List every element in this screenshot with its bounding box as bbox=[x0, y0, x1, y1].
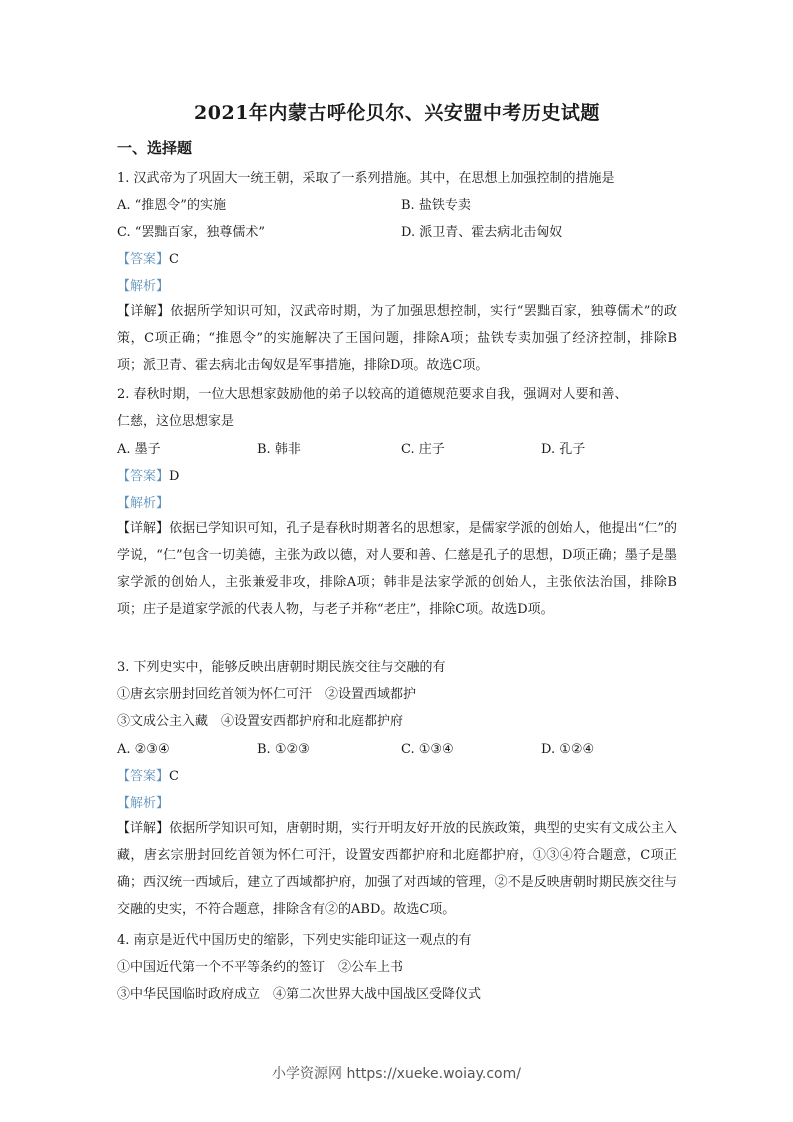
question-2-analysis-tag: 【解析】 bbox=[117, 496, 170, 511]
question-2-answer bbox=[117, 468, 179, 486]
question-3-option-d: D. ①②④ bbox=[541, 742, 595, 757]
question-4-items-line1: ①中国近代第一个不平等条约的签订 ②公车上书 bbox=[117, 960, 404, 975]
answer-tag: 【答案】 bbox=[117, 769, 170, 784]
question-1-option-c: C. “罢黜百家，独尊儒术” bbox=[117, 225, 266, 240]
answer-value: C bbox=[169, 252, 179, 267]
question-2-option-a: A. 墨子 bbox=[117, 442, 161, 457]
answer-tag: 【答案】 bbox=[117, 252, 170, 267]
question-3-option-a: A. ②③④ bbox=[117, 742, 170, 757]
question-1-detail: 【详解】依据所学知识可知，汉武帝时期，为了加强思想控制，实行“罢黜百家，独尊儒术”的政策，C项正确；“推恩令”的实施解决了王国问题，排除A项；盐铁专卖加强了经济控制，排除B项；派卫青、霍去病北击匈奴是军事措施，排除D项。故选C项。 bbox=[117, 304, 677, 373]
answer-value: C bbox=[169, 769, 179, 784]
question-4-items-line2: ③中华民国临时政府成立 ④第二次世界大战中国战区受降仪式 bbox=[117, 987, 482, 1002]
question-1-option-b: B. 盐铁专卖 bbox=[401, 198, 471, 213]
question-2-detail: 【详解】依据已学知识可知，孔子是春秋时期著名的思想家，是儒家学派的创始人，他提出“仁”的学说，“仁”包含一切美德，主张为政以德，对人要和善、仁慈是孔子的思想，D项正确；墨子是墨家学派的创始人，主张兼爱非攻，排除A项；韩非是法家学派的创始人，主张依法治国，排除B项；庄子是道家学派的代表人物，与老子并称“老庄”，排除C项。故选D项。 bbox=[117, 521, 677, 617]
watermark-footer: 小学资源网 https://xueke.woiay.com/ bbox=[272, 1066, 521, 1082]
question-3-answer bbox=[117, 768, 179, 786]
question-3-items-line1: ①唐玄宗册封回纥首领为怀仁可汗 ②设置西域都护 bbox=[117, 687, 417, 702]
question-3-stem: 3. 下列史实中，能够反映出唐朝时期民族交往与交融的有 bbox=[117, 660, 446, 675]
question-2-option-c: C. 庄子 bbox=[401, 442, 445, 457]
section-heading: 一、选择题 bbox=[117, 139, 193, 157]
question-2-option-d: D. 孔子 bbox=[541, 442, 586, 457]
question-1-analysis-tag: 【解析】 bbox=[117, 279, 170, 294]
question-3-detail: 【详解】依据所学知识可知，唐朝时期，实行开明友好开放的民族政策，典型的史实有文成公主入藏，唐玄宗册封回纥首领为怀仁可汗，设置安西都护府和北庭都护府，①③④符合题意，C项正确；西汉统一西域后，建立了西域都护府，加强了对西域的管理，②不是反映唐朝时期民族交往与交融的史实，不符合题意，排除含有②的ABD。故选C项。 bbox=[117, 821, 677, 917]
question-4-stem: 4. 南京是近代中国历史的缩影，下列史实能印证这一观点的有 bbox=[117, 933, 472, 948]
page-title: 2021年内蒙古呼伦贝尔、兴安盟中考历史试题 bbox=[194, 102, 600, 124]
question-1-stem: 1. 汉武帝为了巩固大一统王朝，采取了一系列措施。其中，在思想上加强控制的措施是 bbox=[117, 171, 615, 186]
question-3-items-line2: ③文成公主入藏 ④设置安西都护府和北庭都护府 bbox=[117, 714, 404, 729]
answer-tag: 【答案】 bbox=[117, 469, 170, 484]
question-2-stem-line1: 2. 春秋时期，一位大思想家鼓励他的弟子以较高的道德规范要求自我，强调对人要和善、 bbox=[117, 387, 628, 402]
answer-value: D bbox=[169, 469, 180, 484]
question-2-stem-line2: 仁慈，这位思想家是 bbox=[117, 414, 235, 429]
question-2-option-b: B. 韩非 bbox=[257, 442, 301, 457]
question-1-option-d: D. 派卫青、霍去病北击匈奴 bbox=[401, 225, 563, 240]
question-3-analysis-tag: 【解析】 bbox=[117, 796, 170, 811]
question-3-option-b: B. ①②③ bbox=[257, 742, 310, 757]
question-3-option-c: C. ①③④ bbox=[401, 742, 454, 757]
question-1-answer bbox=[117, 251, 179, 269]
question-1-option-a: A. “推恩令”的实施 bbox=[117, 198, 226, 213]
